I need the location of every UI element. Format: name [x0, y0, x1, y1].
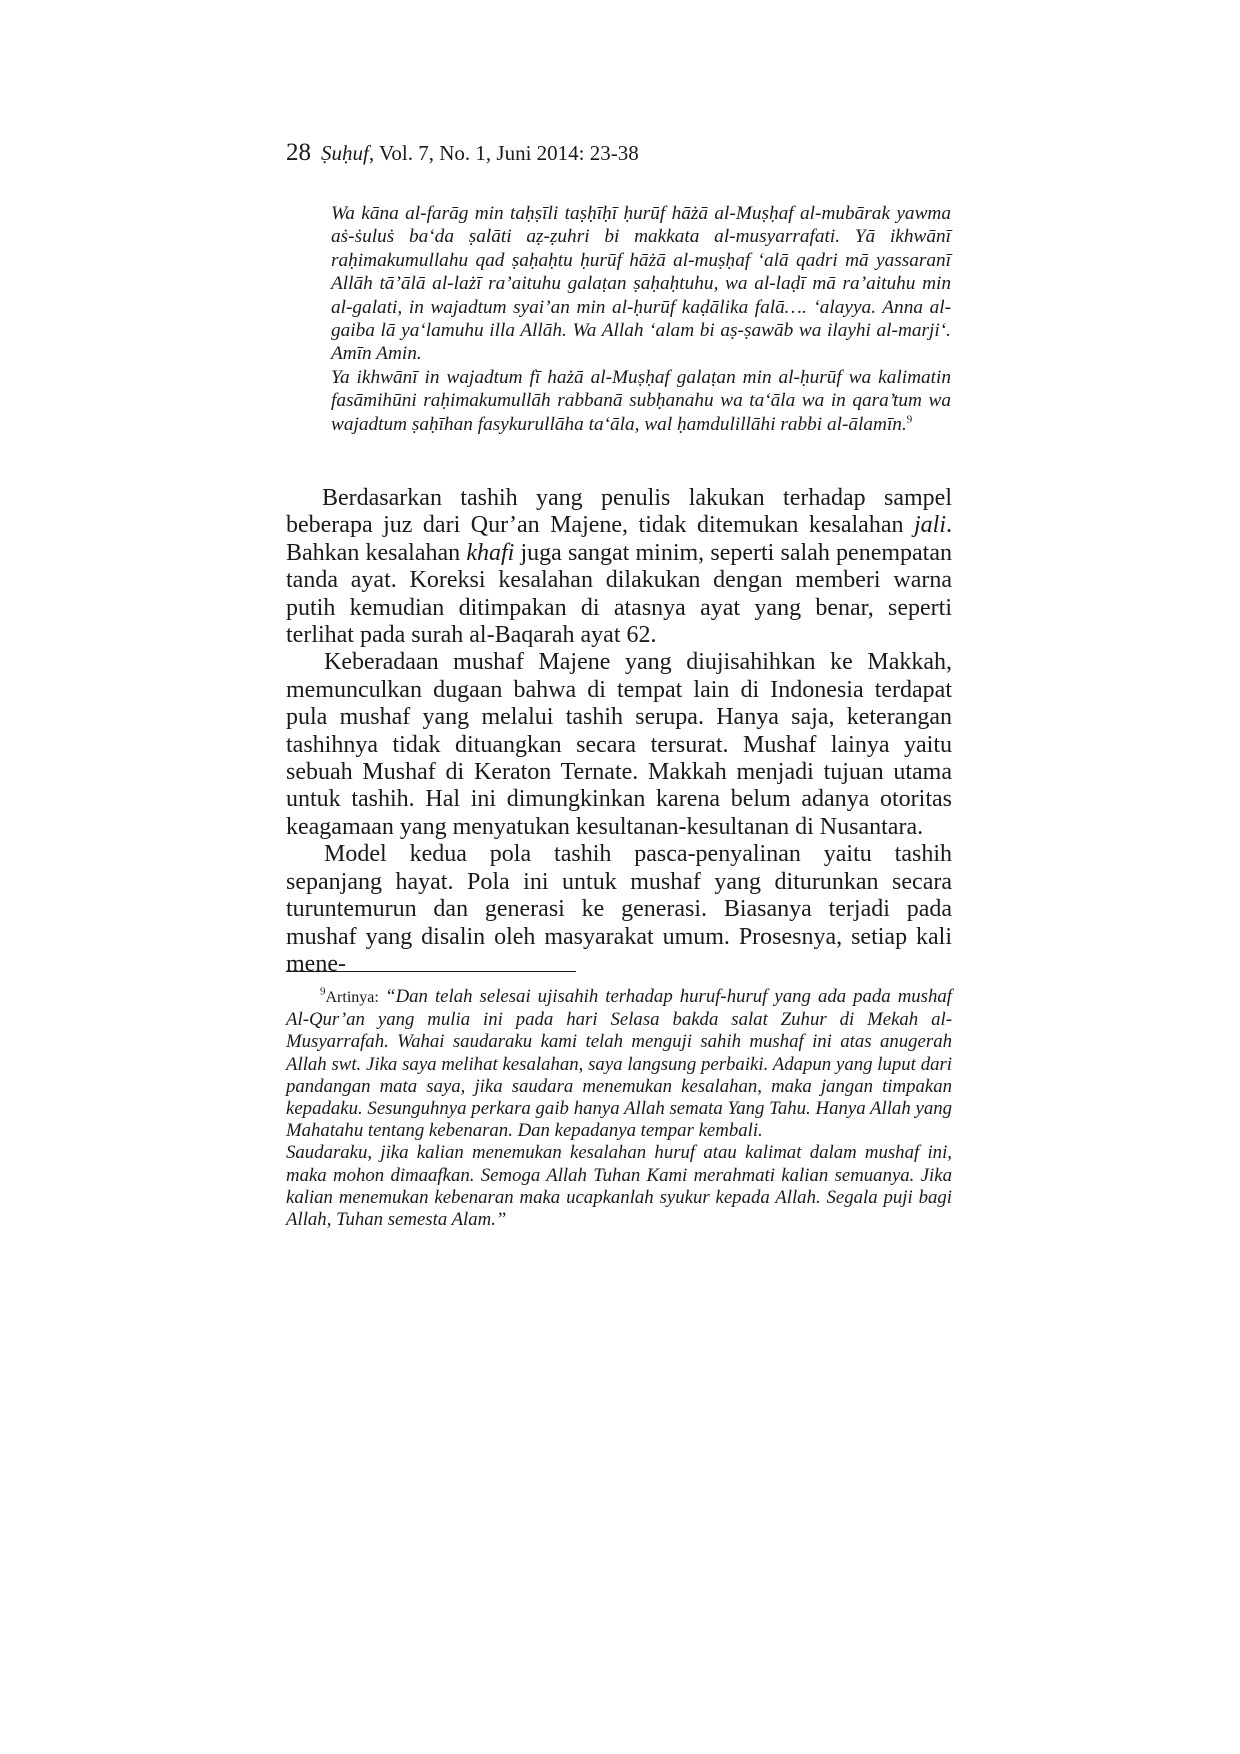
body-paragraph-3: Model kedua pola tashih pasca-penyalinan yaitu tashih sepanjang hayat. Pola ini untuk mushaf yang diturunkan secara turuntemurun dan generasi ke generasi. Biasanya terjadi pada mushaf yang disalin oleh masyarakat umum. Prosesnya, setiap kali mene- [286, 841, 952, 977]
term-khafi: khafi [466, 539, 515, 566]
body-paragraph-1 [286, 485, 952, 649]
footnote-number: 9 [320, 985, 326, 998]
quote-paragraph-1: Wa kāna al-farāg min taḥṣīli taṣḥīḥī ḥurūf hāżā al-Muṣḥaf al-mubārak yawma aṡ-ṡuluṡ ba‘da ṣalāti aẓ-ẓuhri bi makkata al-musyarrafati. Yā ikhwānī raḥimakumullahu qad ṣaḥaḥtu ḥurūf hāżā al-muṣḥaf ‘alā qadri mā yassaranī Allāh tā’ālā al-lażī ra’aituhu galaṭan ṣaḥaḥtuhu, wa al-laḍī mā ra’aituhu min al-galati, in wajadtum syai’an min al-ḥurūf kaḍālika falā…. ‘alayya. Anna al-gaiba lā ya‘lamuhu illa Allāh. Wa Allah ‘alam bi aṣ-ṣawāb wa ilayhi al-marji‘. Amīn Amin. [331, 203, 951, 365]
body-paragraph-1-part-b: . Bahkan kesalahan [286, 512, 952, 566]
footnote-label: Artinya: [325, 989, 386, 1006]
journal-citation: , Vol. 7, No. 1, Juni 2014: 23-38 [368, 141, 639, 165]
quote-paragraph-2-text: Ya ikhwānī in wajadtum fī hażā al-Muṣḥaf galaṭan min al-ḥurūf wa kalimatin fasāmihūni raḥimakumullāh rabbanā subḥanahu wa ta‘āla wa in qara’tum wa wajadtum ṣaḥīhan fasykurullāha ta‘āla, wal ḥamdulillāhi rabbi al-ālamīn. [331, 366, 951, 435]
footnote-divider [286, 971, 576, 972]
footnote-paragraph-1 [286, 986, 952, 1142]
footnote-text-1: “Dan telah selesai ujisahih terhadap huruf-huruf yang ada pada mushaf Al-Qur’an yang mulia ini pada hari Selasa bakda salat Zuhur di Mekah al-Musyarrafah. Wahai saudaraku kami telah menguji sahih mushaf ini atas anugerah Allah swt. Jika saya melihat kesalahan, saya langsung perbaiki. Adapun yang luput dari pandangan mata saya, jika saudara menemukan kesalahan, maka jangan timpakan kepadaku. Sesunguhnya perkara gaib hanya Allah semata Yang Tahu. Hanya Allah yang Mahatahu tentang kebenaran. Dan kepadanya tempar kembali. [286, 986, 952, 1142]
body-paragraph-1-part-c: juga sangat minim, seperti salah penempatan tanda ayat. Koreksi kesalahan dilakukan dengan memberi warna putih kemudian ditimpakan di atasnya ayat yang benar, seperti terlihat pada surah al-Baqarah ayat 62. [286, 539, 952, 649]
running-header [286, 140, 639, 166]
arabic-transliteration-quote [331, 202, 951, 436]
journal-title: Ṣuḥuf [321, 141, 369, 165]
body-paragraph-1-part-a: Berdasarkan tashih yang penulis lakukan terhadap sampel beberapa juz dari Qur’an Majene, tidak ditemukan kesalahan [286, 485, 952, 539]
page-number: 28 [286, 139, 311, 166]
footnote-paragraph-2: Saudaraku, jika kalian menemukan kesalahan huruf atau kalimat dalam mushaf ini, maka mohon dimaafkan. Semoga Allah Tuhan Kami merahmati kalian semuanya. Jika kalian menemukan kebenaran maka ucapkanlah syukur kepada Allah. Segala puji bagi Allah, Tuhan semesta Alam.” [286, 1142, 952, 1231]
body-paragraph-2: Keberadaan mushaf Majene yang diujisahihkan ke Makkah, memunculkan dugaan bahwa di tempat lain di Indonesia terdapat pula mushaf yang melalui tashih serupa. Hanya saja, keterangan tashihnya tidak dituangkan secara tersurat. Mushaf lainya yaitu sebuah Mushaf di Keraton Ternate. Makkah menjadi tujuan utama untuk tashih. Hal ini dimungkinkan karena belum adanya otoritas keagamaan yang menyatukan kesultanan-kesultanan di Nusantara. [286, 649, 952, 840]
term-jali: jali [913, 512, 946, 539]
footnote-9 [286, 986, 952, 1231]
quote-paragraph-2 [331, 366, 951, 436]
main-body-text [286, 485, 952, 978]
footnote-reference[interactable]: 9 [906, 413, 913, 426]
